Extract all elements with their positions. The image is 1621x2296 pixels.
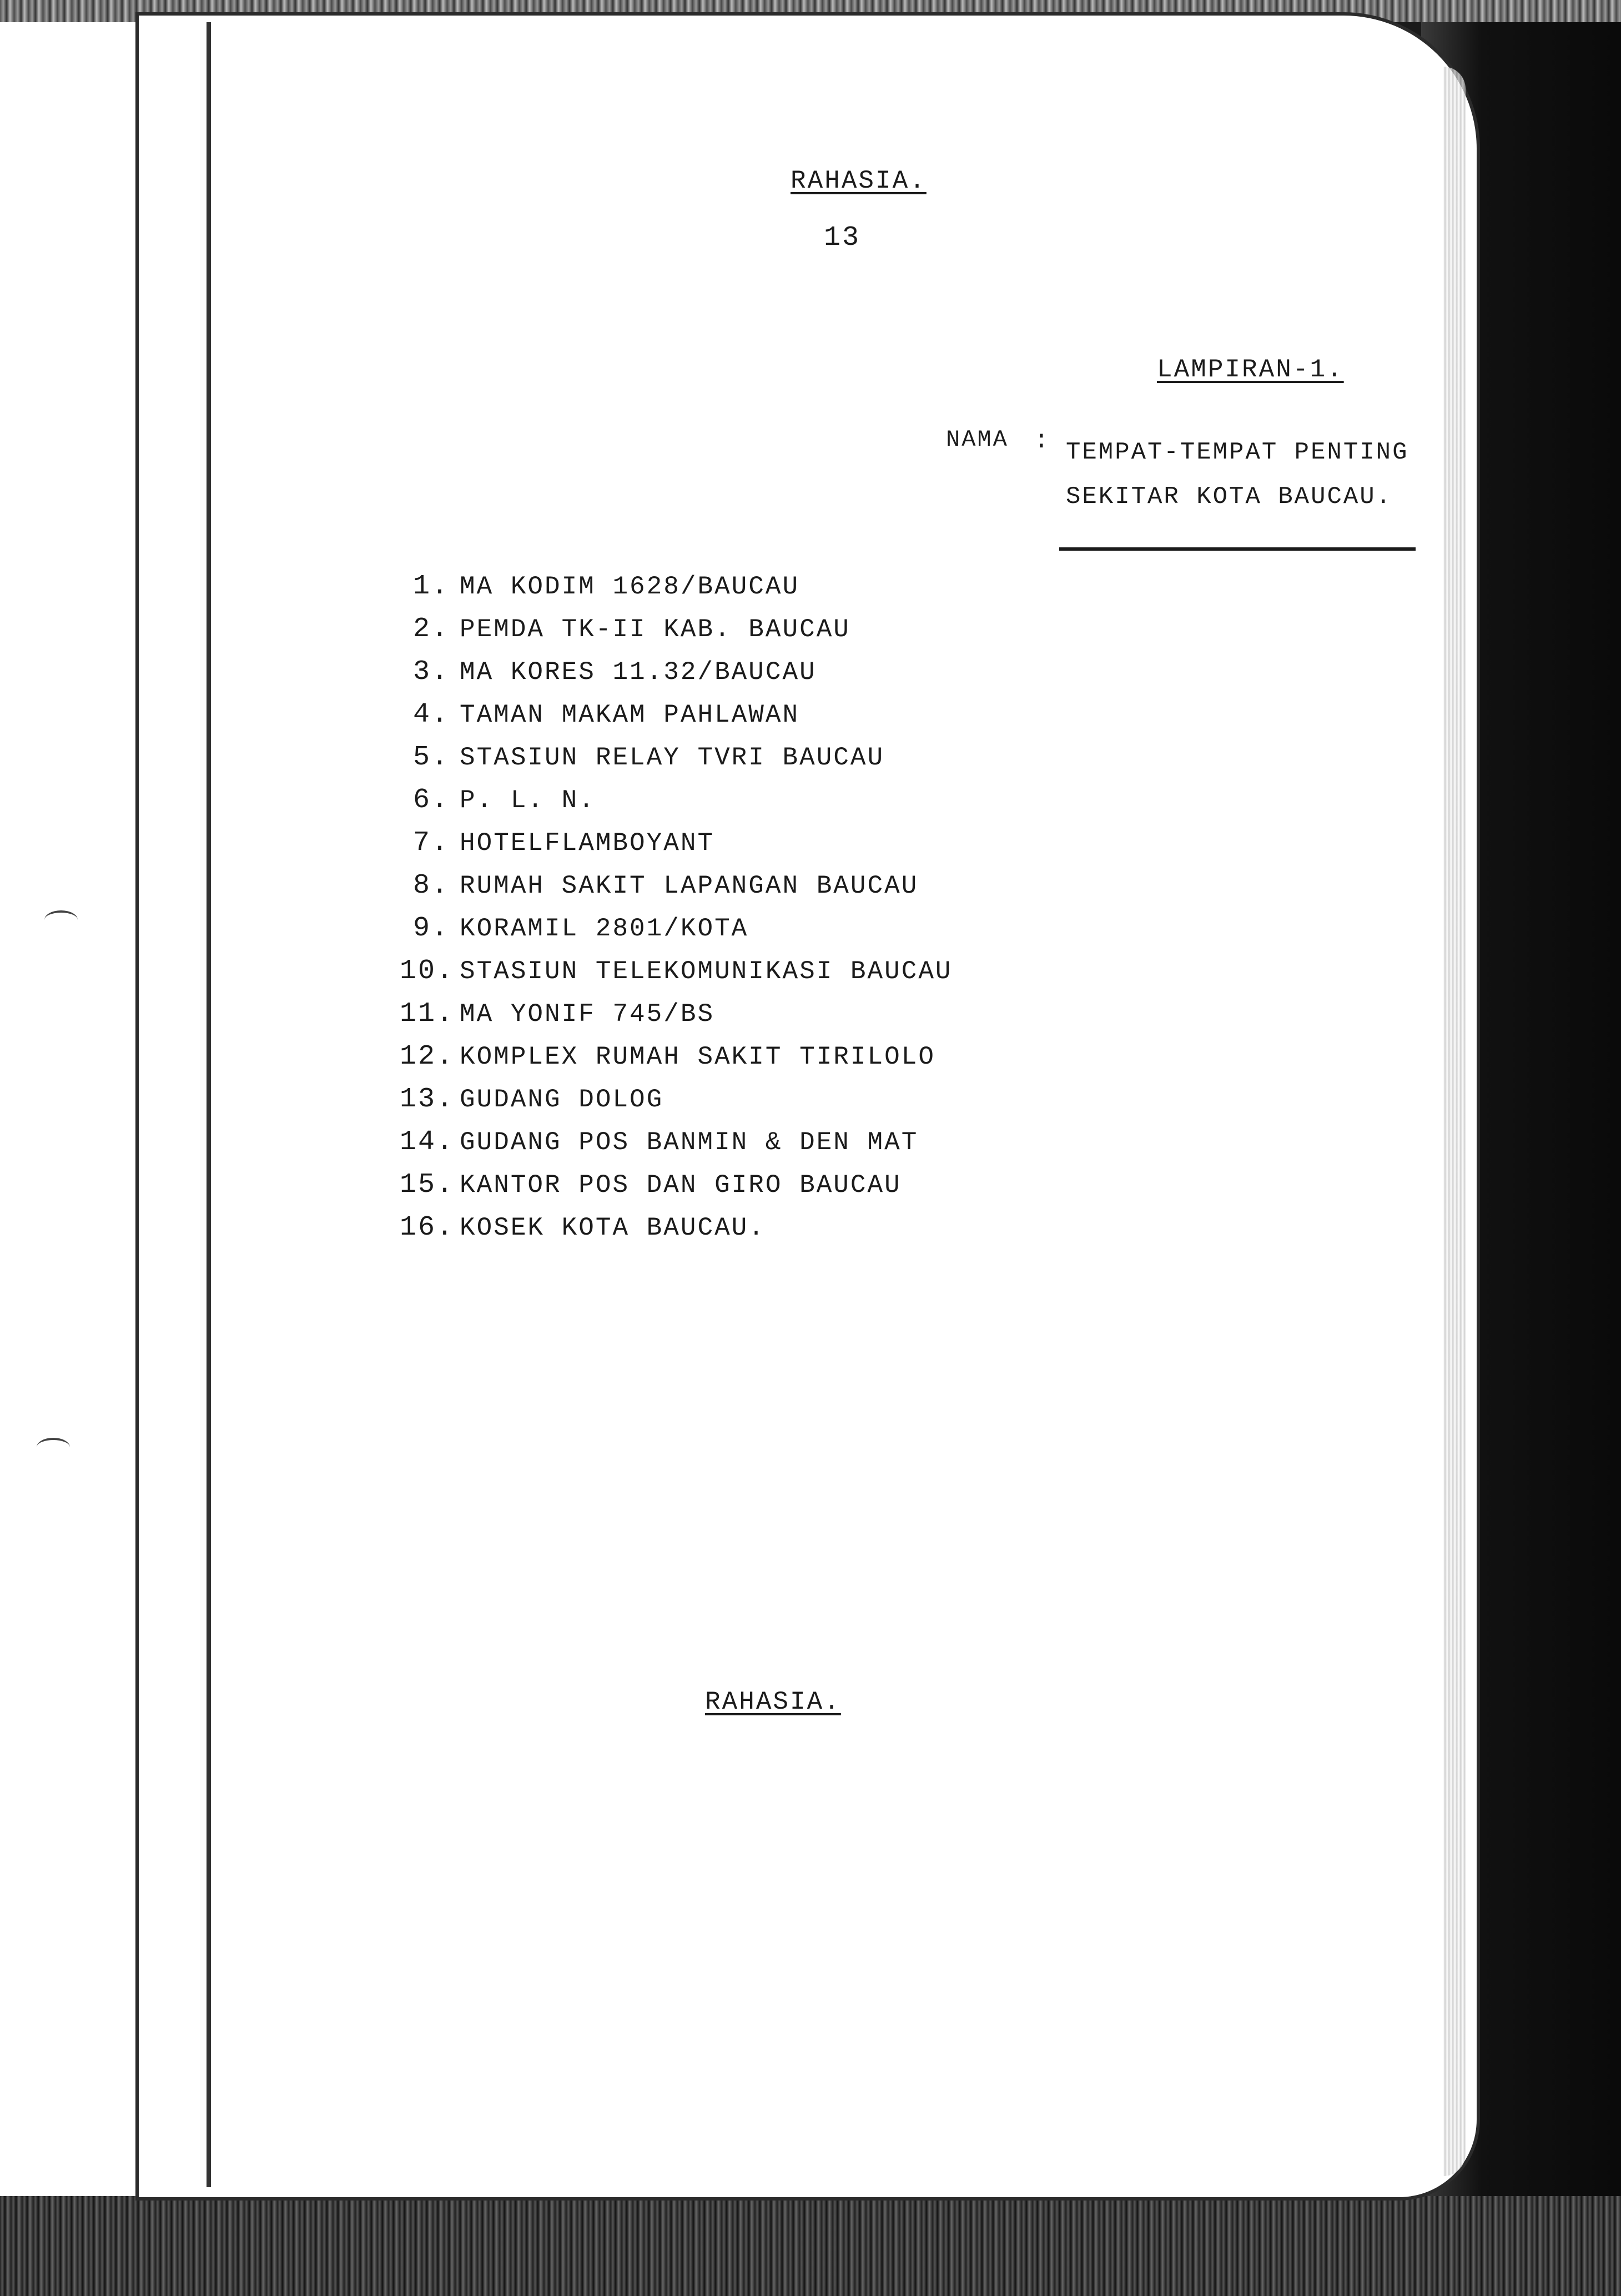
list-item bbox=[400, 736, 953, 779]
item-text: P. L. N. bbox=[460, 786, 596, 815]
item-number: 6. bbox=[412, 784, 450, 816]
item-number: 5. bbox=[412, 742, 450, 773]
list-item bbox=[400, 779, 953, 822]
list-item bbox=[400, 608, 953, 651]
list-item bbox=[400, 822, 953, 864]
item-text: GUDANG DOLOG bbox=[460, 1085, 664, 1114]
margin-mark bbox=[44, 910, 78, 929]
list-item bbox=[400, 950, 953, 993]
item-number: 11. bbox=[400, 998, 455, 1030]
item-text: PEMDA TK-II KAB. BAUCAU bbox=[460, 615, 850, 644]
item-text: KANTOR POS DAN GIRO BAUCAU bbox=[460, 1171, 902, 1200]
name-separator: : bbox=[1034, 426, 1051, 455]
item-text: TAMAN MAKAM PAHLAWAN bbox=[460, 701, 800, 729]
item-number: 7. bbox=[412, 827, 450, 859]
page-binding-edge bbox=[207, 22, 211, 2187]
name-label: NAMA bbox=[946, 426, 1009, 453]
name-value-line1: TEMPAT-TEMPAT PENTING bbox=[1066, 439, 1409, 466]
scan-background-bottom bbox=[0, 2196, 1621, 2296]
list-item bbox=[400, 907, 953, 950]
list-item bbox=[400, 651, 953, 693]
list-item bbox=[400, 1164, 953, 1206]
annex-title: LAMPIRAN-1. bbox=[1157, 355, 1344, 384]
list-item bbox=[400, 1206, 953, 1249]
item-text: KOSEK KOTA BAUCAU. bbox=[460, 1214, 766, 1242]
list-item bbox=[400, 1078, 953, 1121]
list-item bbox=[400, 565, 953, 608]
item-text: KORAMIL 2801/KOTA bbox=[460, 914, 749, 943]
item-text: RUMAH SAKIT LAPANGAN BAUCAU bbox=[460, 872, 919, 900]
item-text: STASIUN RELAY TVRI BAUCAU bbox=[460, 743, 885, 772]
item-text: KOMPLEX RUMAH SAKIT TIRILOLO bbox=[460, 1043, 935, 1071]
page-stack-edges bbox=[1443, 67, 1466, 2176]
list-item bbox=[400, 693, 953, 736]
item-text: MA KORES 11.32/BAUCAU bbox=[460, 658, 817, 687]
item-number: 2. bbox=[412, 613, 450, 645]
item-number: 13. bbox=[400, 1084, 455, 1115]
item-number: 12. bbox=[400, 1041, 455, 1073]
name-value-line2: SEKITAR KOTA BAUCAU. bbox=[1066, 483, 1393, 511]
item-number: 3. bbox=[412, 656, 450, 688]
item-number: 16. bbox=[400, 1212, 455, 1243]
list-item bbox=[400, 864, 953, 907]
item-number: 15. bbox=[400, 1169, 455, 1201]
item-text: STASIUN TELEKOMUNIKASI BAUCAU bbox=[460, 957, 953, 986]
item-text: HOTELFLAMBOYANT bbox=[460, 829, 715, 858]
item-number: 8. bbox=[412, 870, 450, 902]
item-text: MA KODIM 1628/BAUCAU bbox=[460, 572, 800, 601]
item-number: 4. bbox=[412, 699, 450, 731]
item-number: 9. bbox=[412, 913, 450, 944]
important-places-list bbox=[400, 565, 953, 1249]
list-item bbox=[400, 993, 953, 1035]
footer-classification: RAHASIA. bbox=[705, 1688, 841, 1716]
item-number: 10. bbox=[400, 955, 455, 987]
list-item bbox=[400, 1035, 953, 1078]
page-number: 13 bbox=[824, 222, 861, 254]
item-number: 14. bbox=[400, 1126, 455, 1158]
item-number: 1. bbox=[412, 571, 450, 602]
list-item bbox=[400, 1121, 953, 1164]
margin-mark bbox=[37, 1438, 70, 1457]
item-text: MA YONIF 745/BS bbox=[460, 1000, 715, 1029]
name-underline bbox=[1059, 547, 1416, 551]
header-classification: RAHASIA. bbox=[791, 167, 927, 195]
item-text: GUDANG POS BANMIN & DEN MAT bbox=[460, 1128, 919, 1157]
